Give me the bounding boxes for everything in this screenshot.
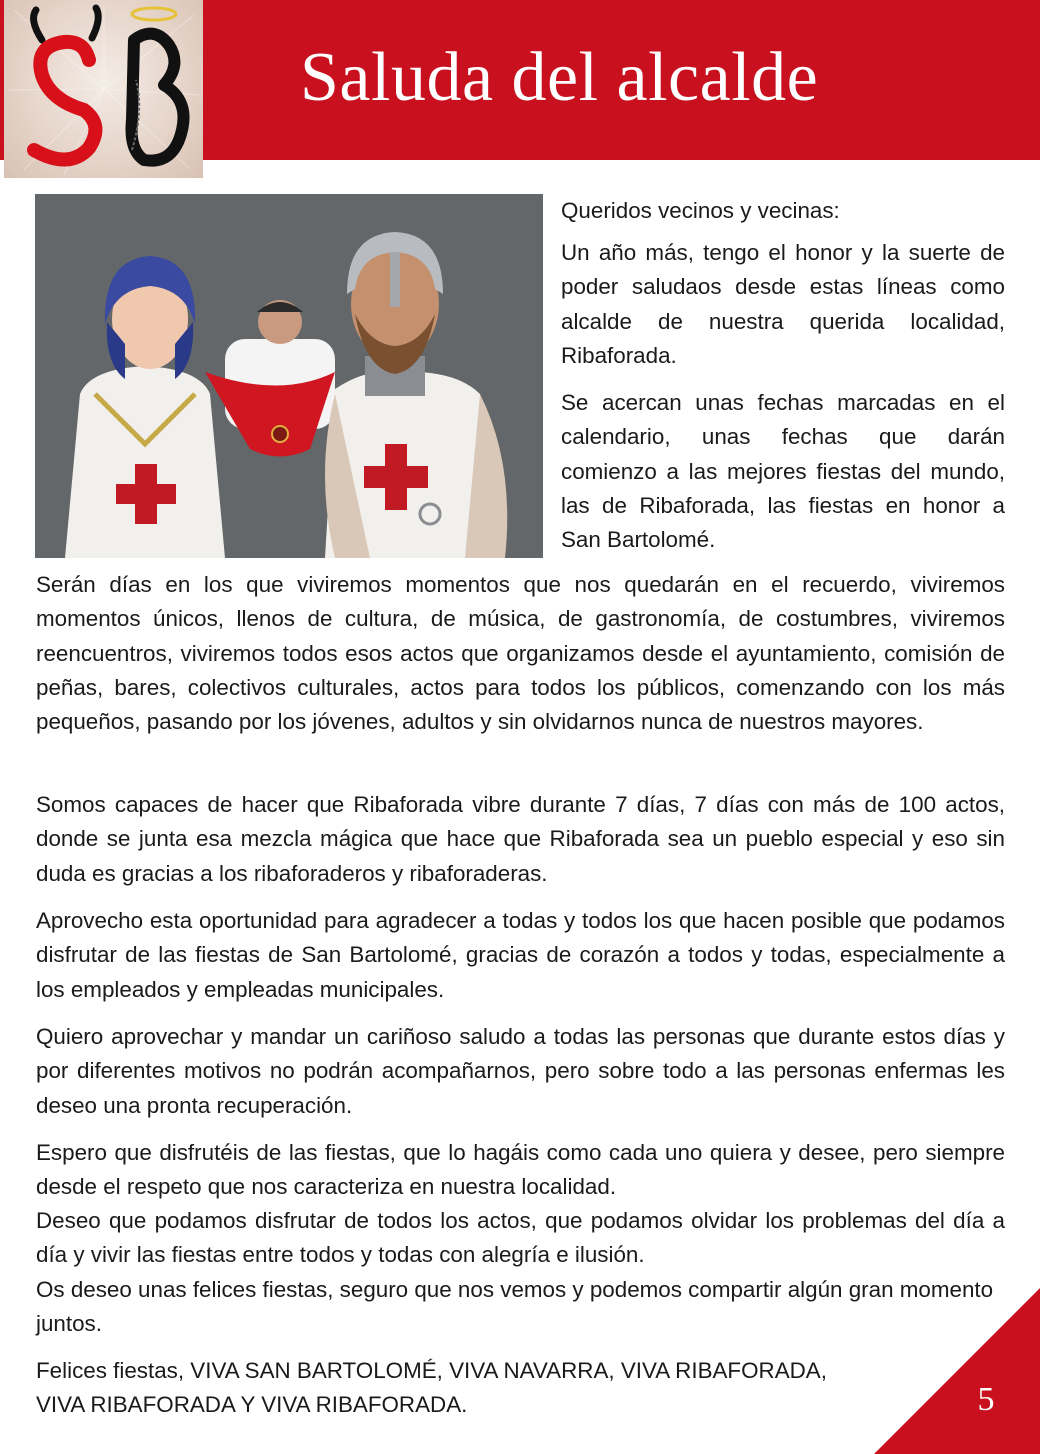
intro-paragraph-2: Un año más, tengo el honor y la suerte de poder saludaos desde estas líneas como alcalde de nuestra querida localidad, Ribaforada.: [561, 240, 1005, 368]
corner-triangle: [874, 1288, 1040, 1454]
page-number: 5: [977, 1381, 995, 1418]
body-paragraph-7: Os deseo unas felices fiestas, seguro que nos vemos y podemos compartir algún gran momento juntos.: [36, 1277, 994, 1337]
san-bartolome-logo-icon: [4, 0, 203, 178]
body-paragraph-1: Serán días en los que viviremos momentos que nos quedarán en el recuerdo, viviremos momentos únicos, llenos de cultura, de música, de gastronomía, de costumbres, viviremos reencuentros, viviremos todos esos actos que organizamos desde el ayuntamiento, comisión de peñas, bares, colectivos culturales, actos para todos los públicos, comenzando con los más pequeños, pasando por los jóvenes, adultos y sin olvidarnos nunca de nuestros mayores.: [36, 572, 1005, 735]
intro-paragraph-1: Queridos vecinos y vecinas:: [561, 198, 840, 223]
closing-line-2: VIVA RIBAFORADA Y VIVA RIBAFORADA.: [36, 1392, 468, 1417]
body-paragraph-3: Aprovecho esta oportunidad para agradecer a todas y todos los que hacen posible que podamos disfrutar de las fiestas de San Bartolomé, gracias de corazón a todos y todas, especialmente a los empleados y empleadas municipales.: [36, 908, 1005, 1002]
gigantes-photo-icon: [35, 194, 543, 558]
page-title: Saluda del alcalde: [300, 39, 819, 116]
closing-line-1: Felices fiestas, VIVA SAN BARTOLOMÉ, VIVA NAVARRA, VIVA RIBAFORADA,: [36, 1358, 827, 1383]
body-paragraph-6: Deseo que podamos disfrutar de todos los actos, que podamos olvidar los problemas del día a día y vivir las fiestas entre todos y todas con alegría e ilusión.: [36, 1208, 1005, 1268]
body-paragraph-4: Quiero aprovechar y mandar un cariñoso saludo a todas las personas que durante estos días y por diferentes motivos no podrán acompañarnos, pero sobre todo a las personas enfermas les deseo una pronta recuperación.: [36, 1024, 1005, 1118]
body-paragraph-2: Somos capaces de hacer que Ribaforada vibre durante 7 días, 7 días con más de 100 actos, donde se junta esa mezcla mágica que hace que Ribaforada sea un pueblo especial y eso sin duda es gracias a los ribaforaderos y ribaforaderas.: [36, 792, 1005, 886]
body-paragraph-5: Espero que disfrutéis de las fiestas, que lo hagáis como cada uno quiera y desee, pero siempre desde el respeto que nos caracteriza en nuestra localidad.: [36, 1140, 1005, 1200]
intro-paragraph-3: Se acercan unas fechas marcadas en el calendario, unas fechas que darán comienzo a las mejores fiestas del mundo, las de Ribaforada, las fiestas en honor a San Bartolomé.: [561, 390, 1005, 553]
